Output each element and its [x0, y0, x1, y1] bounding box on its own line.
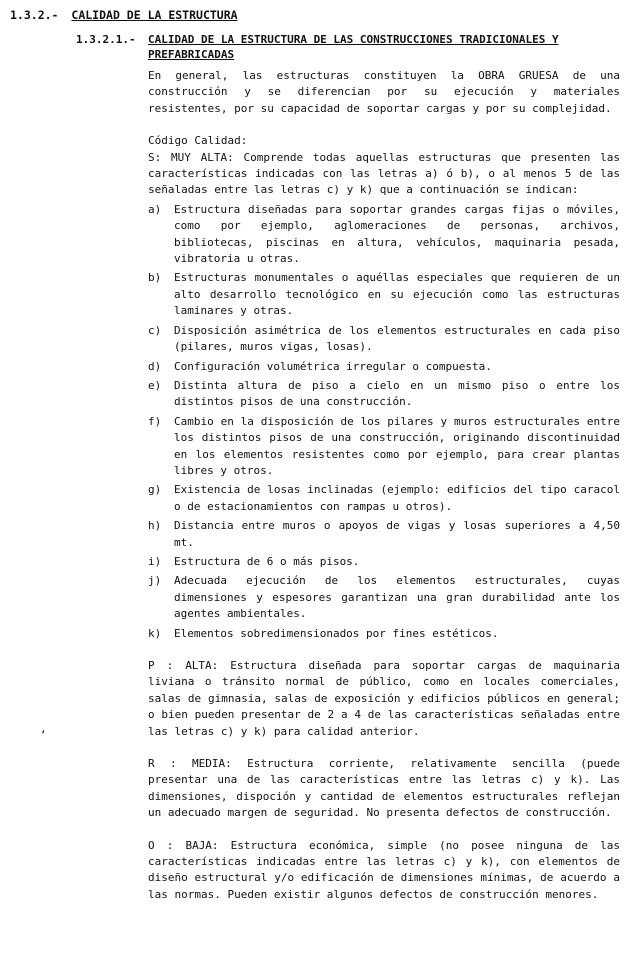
list-item [148, 270, 620, 319]
media-paragraph [148, 756, 620, 822]
list-item-letter: c) [148, 323, 162, 337]
alta-paragraph [148, 658, 620, 740]
alta-code: P : ALTA: [148, 659, 219, 672]
list-item-letter: f) [148, 414, 162, 428]
document-body [148, 68, 620, 903]
list-item-text: Existencia de losas inclinadas (ejemplo: edificios del tipo caracol o de estacionamientos con rampas u otros). [174, 483, 620, 513]
baja-text: Estructura económica, simple (no posee ninguna de las características indicadas entre las letras c) y k), con elementos de diseño estructural y/o edificación de dimensiones mínimas, de acuerdo a las normas. Pueden existir algunos defectos de construcción menores. [148, 838, 621, 901]
list-item [148, 554, 620, 570]
media-code: R : MEDIA: [148, 757, 232, 771]
section-title: CALIDAD DE LA ESTRUCTURA [71, 8, 238, 22]
list-item [148, 323, 620, 356]
margin-mark: , [40, 722, 47, 735]
section-heading [10, 8, 238, 22]
list-item [148, 378, 620, 411]
list-item [148, 518, 620, 551]
intro-paragraph: En general, las estructuras constituyen la OBRA GRUESA de una construcción y se diferencian por su ejecución y materiales resistentes, por su capacidad de soportar cargas y por su complejidad. [148, 69, 620, 115]
list-item [148, 482, 620, 515]
list-item-text: Estructuras monumentales o aquéllas especiales que requieren de un alto desarrollo tecnológico en su ejecución como las estructuras laminares y otras. [174, 271, 620, 318]
list-item-letter: d) [148, 359, 162, 373]
alta-text: Estructura diseñada para soportar cargas de maquinaria liviana o tránsito normal de público, como en locales comerciales, salas de gimnasia, salas de exposición y edificios públicos en general; o bien pueden presentar de 2 a 4 de las características señaladas entre las letras c) y k) para calidad anterior. [148, 659, 621, 738]
list-item-letter: g) [148, 483, 162, 497]
list-item-letter: j) [148, 574, 162, 588]
list-item-text: Elementos sobredimensionados por fines estéticos. [174, 626, 499, 640]
subsection-number: 1.3.2.1.- [76, 33, 136, 46]
list-item-text: Estructura de 6 o más pisos. [174, 554, 360, 568]
list-item [148, 202, 620, 268]
list-item-text: Configuración volumétrica irregular o compuesta. [174, 359, 492, 373]
list-item-letter: h) [148, 519, 162, 533]
list-item-letter: a) [148, 202, 162, 216]
muy-alta-text: Comprende todas aquellas estructuras que presenten las características indicadas con las letras a) ó b), o al menos 5 de las señaladas entre las letras c) y k) que a continuación se indican: [148, 150, 620, 197]
subsection-title: CALIDAD DE LA ESTRUCTURA DE LAS CONSTRUCCIONES TRADICIONALES Y PREFABRICADAS [148, 33, 559, 61]
muy-alta-paragraph [148, 150, 620, 199]
list-item-letter: e) [148, 378, 162, 392]
baja-paragraph [148, 838, 620, 904]
list-item-letter: i) [148, 554, 162, 568]
list-item-letter: b) [148, 271, 162, 285]
list-item-text: Disposición asimétrica de los elementos estructurales en cada piso (pilares, muros vigas, losas). [174, 323, 620, 354]
list-item-text: Estructura diseñadas para soportar grandes cargas fijas o móviles, como por ejemplo, aglomeraciones de personas, archivos, bibliotecas, piscinas en altura, vehículos, maquinaria pesada, vibratoria u otras. [174, 202, 620, 266]
list-item-text: Adecuada ejecución de los elementos estructurales, cuyas dimensiones y espesores garantizan una gran durabilidad ante los agentes ambientales. [174, 574, 620, 621]
codigo-calidad-label: Código Calidad: [148, 134, 248, 148]
list-item-text: Distancia entre muros o apoyos de vigas y losas superiores a 4,50 mt. [174, 519, 620, 549]
muy-alta-code: S: MUY ALTA: [148, 150, 234, 164]
baja-code: O : BAJA: [148, 838, 219, 852]
section-number: 1.3.2.- [10, 8, 59, 22]
media-text: Estructura corriente, relativamente sencilla (puede presentar una de las características entre las letras c) y k). Las dimensiones, dispoción y cantidad de elementos estructurales reflejan un adecuado margen de seguridad. No presenta defectos de construcción. [148, 757, 620, 820]
list-item-letter: k) [148, 626, 162, 640]
list-item-text: Cambio en la disposición de los pilares y muros estructurales entre los distintos pisos de una construcción, originando discontinuidad en los elementos resistentes como por ejemplo, para crear plantas libres y otros. [174, 414, 620, 477]
list-item-text: Distinta altura de piso a cielo en un mismo piso o entre los distintos pisos de una construcción. [174, 378, 620, 409]
list-item [148, 573, 620, 622]
list-item [148, 414, 620, 480]
list-item [148, 359, 620, 375]
list-item [148, 626, 620, 642]
